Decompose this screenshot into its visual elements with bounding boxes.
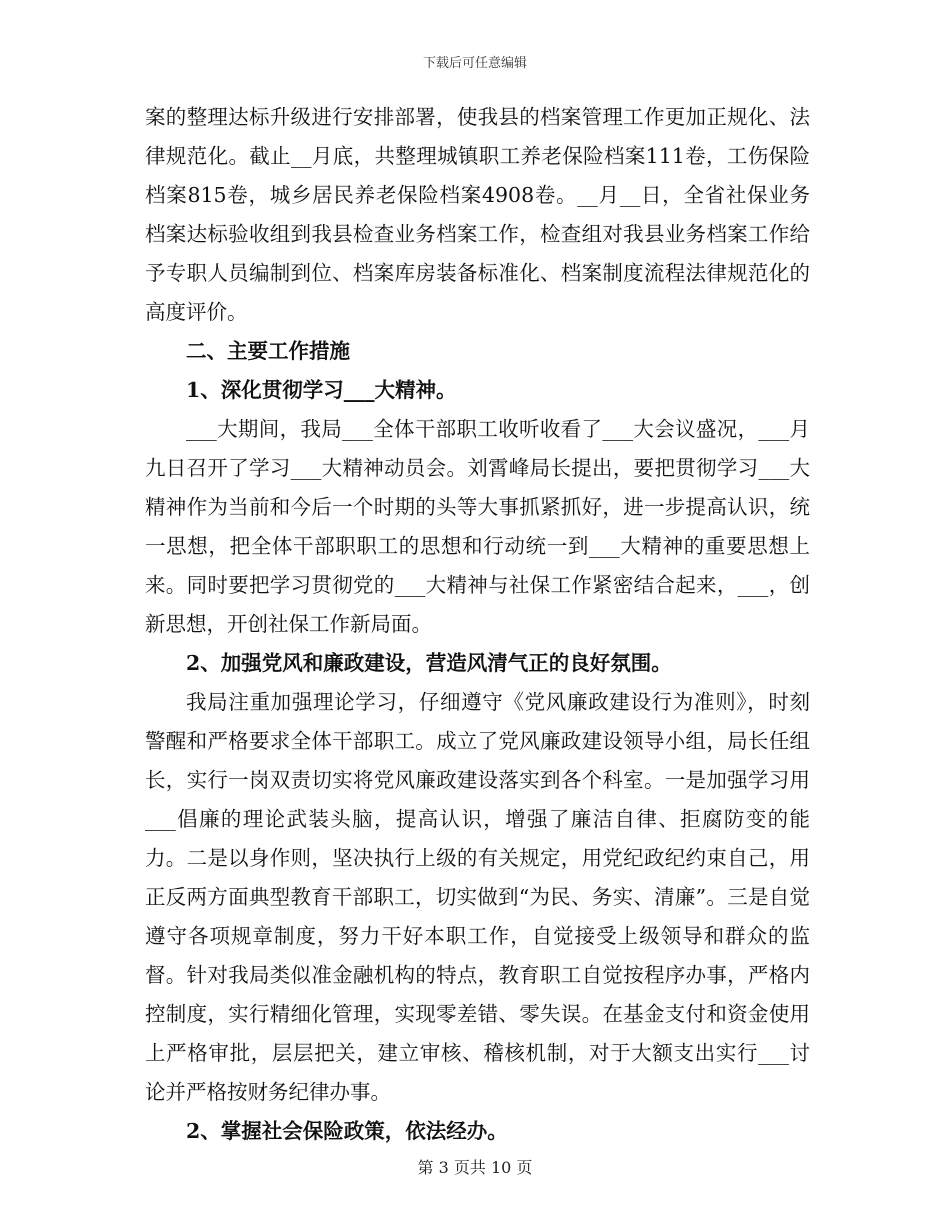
- paragraph-study-spirit: ___大期间，我局___全体干部职工收听收看了___大会议盛况，___月九日召开了学习___大精神动员会。刘霄峰局长提出，要把贯彻学习___大精神作为当前和今后一个时期的头等大事抓紧抓好，进一步提高认识，统一思想，把全体干部职职工的思想和行动统一到___大精神的重要思想上来。同时要把学习贯彻党的___大精神与社保工作紧密结合起来，___，创新思想，开创社保工作新局面。: [145, 417, 810, 636]
- page-number: 第 3 页共 10 页: [417, 1158, 533, 1177]
- subheading-social-insurance-policy: 2、掌握社会保险政策，依法经办。: [186, 1119, 508, 1143]
- paragraph-archive-summary: 案的整理达标升级进行安排部署，使我县的档案管理工作更加正规化、法律规范化。截止__月底，共整理城镇职工养老保险档案111卷，工伤保险档案815卷，城乡居民养老保险档案4908卷。__月__日，全省社保业务档案达标验收组到我县检查业务档案工作，检查组对我县业务档案工作给予专职人员编制到位、档案库房装备标准化、档案制度流程法律规范化的高度评价。: [145, 105, 810, 324]
- page-header: 下载后可任意编辑: [422, 56, 527, 71]
- subheading-party-conduct: 2、加强党风和廉政建设，营造风清气正的良好氛围。: [186, 651, 672, 675]
- subheading-study-spirit: 1、深化贯彻学习___大精神。: [186, 378, 457, 402]
- section-heading-main-measures: 二、主要工作措施: [186, 339, 350, 363]
- paragraph-party-conduct: 我局注重加强理论学习，仔细遵守《党风廉政建设行为准则》，时刻警醒和严格要求全体干部职工。成立了党风廉政建设领导小组，局长任组长，实行一岗双责切实将党风廉政建设落实到各个科室。一是加强学习用___倡廉的理论武装头脑，提高认识，增强了廉洁自律、拒腐防变的能力。二是以身作则，坚决执行上级的有关规定，用党纪政纪约束自己，用正反两方面典型教育干部职工，切实做到“为民、务实、清廉”。三是自觉遵守各项规章制度，努力干好本职工作，自觉接受上级领导和群众的监督。针对我局类似准金融机构的特点，教育职工自觉按程序办事，严格内控制度，实行精细化管理，实现零差错、零失误。在基金支付和资金使用上严格审批，层层把关，建立审核、稽核机制，对于大额支出实行___讨论并严格按财务纪律办事。: [145, 690, 810, 1104]
- document-body: [145, 98, 810, 1151]
